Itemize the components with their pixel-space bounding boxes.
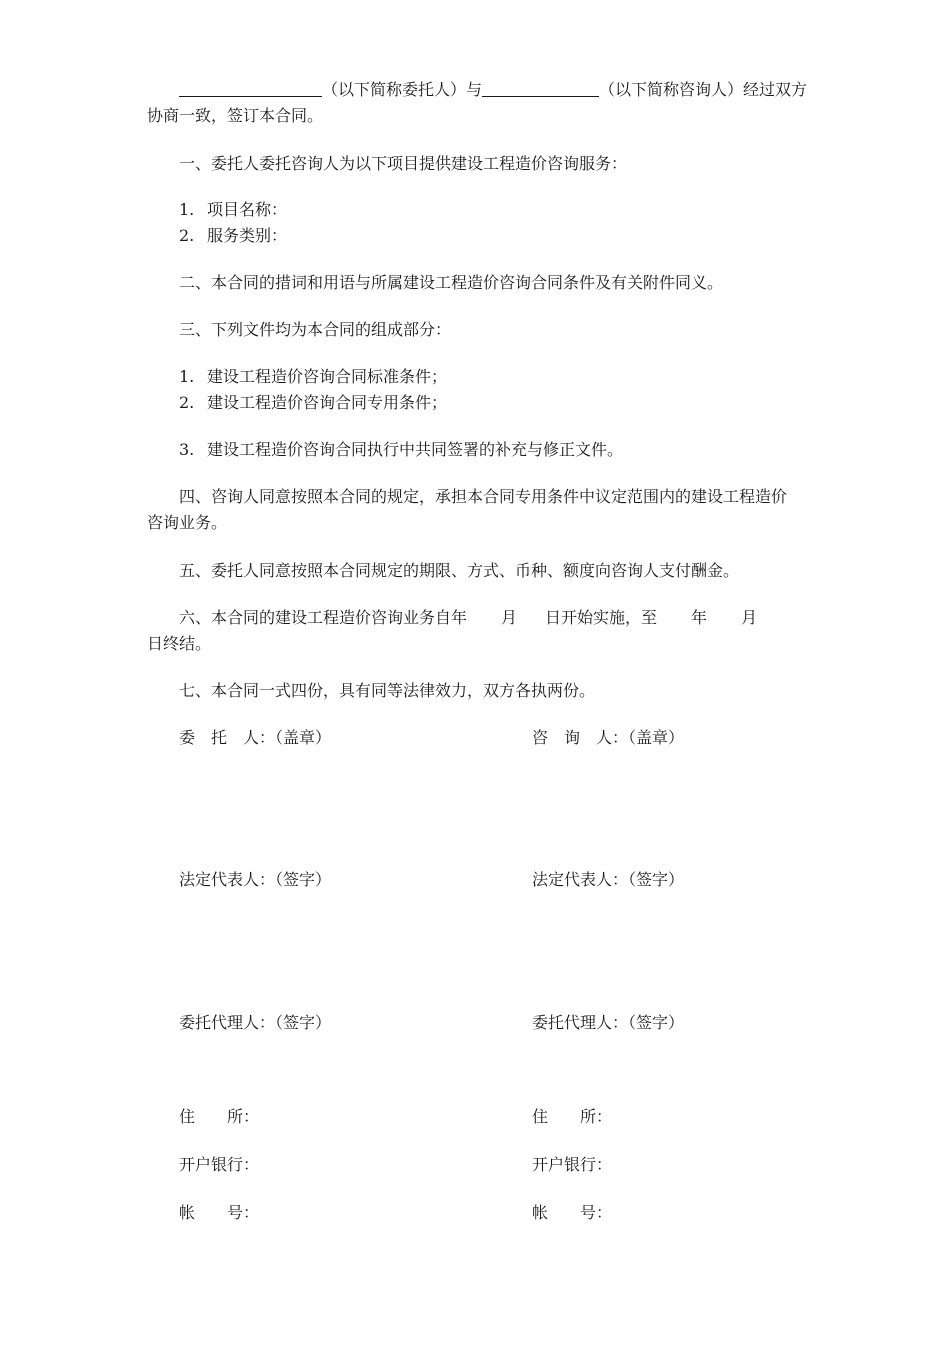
clause-1-item: 2. 服务类别： [179,226,288,245]
intro-line-2: 协商一致，签订本合同。 [147,106,324,125]
clause-3-item: 3. 建设工程造价咨询合同执行中共同签署的补充与修正文件。 [179,440,624,459]
clause-2: 二、本合同的措词和用语与所属建设工程造价咨询合同条件及有关附件同义。 [179,273,724,292]
clause-6-line-1: 六、本合同的建设工程造价咨询业务自年 月 日开始实施，至 年 月 [179,608,758,627]
intro-part-1: （以下简称委托人）与 [322,80,483,99]
client-legal-rep-label: 法定代表人：（签字） [179,870,332,889]
consultant-agent-label: 委托代理人：（签字） [532,1013,685,1032]
clause-3-item: 2. 建设工程造价咨询合同专用条件； [179,393,448,412]
clause-3: 三、下列文件均为本合同的组成部分： [179,320,452,339]
client-bank-label: 开户银行： [179,1155,260,1174]
intro-part-2: （以下简称咨询人）经过双方 [599,80,808,99]
clause-5: 五、委托人同意按照本合同规定的期限、方式、币种、额度向咨询人支付酬金。 [179,561,740,580]
client-address-label: 住 所： [179,1107,260,1126]
client-name-blank[interactable] [179,78,322,97]
consultant-account-label: 帐 号： [532,1203,613,1222]
clause-4-line-1: 四、咨询人同意按照本合同的规定，承担本合同专用条件中议定范围内的建设工程造价 [179,487,788,506]
client-seal-label: 委 托 人：（盖章） [179,728,332,747]
clause-1: 一、委托人委托咨询人为以下项目提供建设工程造价咨询服务： [179,154,628,173]
intro-line-1 [147,76,844,103]
consultant-address-label: 住 所： [532,1107,613,1126]
clause-3-item: 1. 建设工程造价咨询合同标准条件； [179,367,448,386]
clause-7: 七、本合同一式四份，具有同等法律效力，双方各执两份。 [179,681,596,700]
consultant-legal-rep-label: 法定代表人：（签字） [532,870,685,889]
clause-1-item: 1. 项目名称： [179,200,288,219]
client-agent-label: 委托代理人：（签字） [179,1013,332,1032]
clause-6-line-2: 日终结。 [147,634,212,653]
consultant-bank-label: 开户银行： [532,1155,613,1174]
clause-4-line-2: 咨询业务。 [147,513,228,532]
client-account-label: 帐 号： [179,1203,260,1222]
consultant-name-blank[interactable] [482,78,599,97]
consultant-seal-label: 咨 询 人：（盖章） [532,728,685,747]
